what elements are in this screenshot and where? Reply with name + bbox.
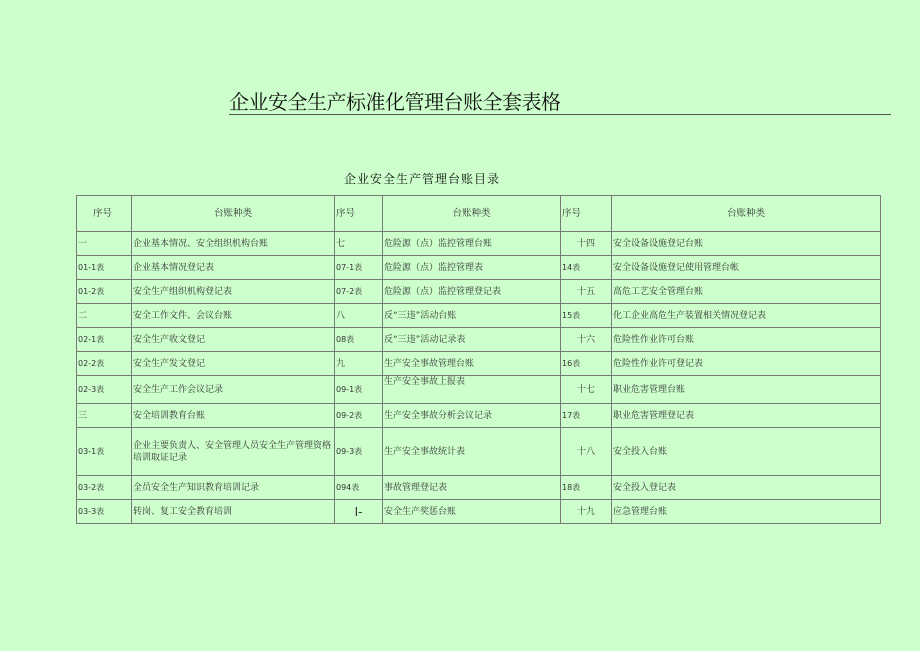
table-cell: 转岗、复工安全教育培训 [132, 500, 335, 524]
table-cell: 危险源（点）监控管理登记表 [383, 280, 561, 304]
table-cell: 安全生产发文登记 [132, 352, 335, 376]
table-cell: 全员安全生产知识教育培训记录 [132, 476, 335, 500]
table-cell: 094表 [335, 476, 383, 500]
title-underline [229, 114, 891, 115]
table-cell: 危险性作业许可台账 [612, 328, 881, 352]
column-header: 序号 [77, 196, 132, 232]
table-cell: 03-1表 [77, 428, 132, 476]
table-cell: 安全生产工作会议记录 [132, 376, 335, 404]
table-row [77, 500, 881, 524]
table-cell: 03-3表 [77, 500, 132, 524]
table-cell: 企业基本情况、安全组织机构台账 [132, 232, 335, 256]
table-row [77, 328, 881, 352]
table-cell: 事故管理登记表 [383, 476, 561, 500]
column-header: 台账种类 [612, 196, 881, 232]
page-title: 企业安全生产标准化管理台账全套表格 [229, 90, 561, 114]
table-cell: 08表 [335, 328, 383, 352]
table-row [77, 404, 881, 428]
table-row [77, 232, 881, 256]
table-cell: 安全生产收文登记 [132, 328, 335, 352]
table-row [77, 352, 881, 376]
table-cell: 安全投入登记表 [612, 476, 881, 500]
table-cell: 反“三违”活动台账 [383, 304, 561, 328]
table-row [77, 428, 881, 476]
table-row [77, 256, 881, 280]
table-cell: 反“三违”活动记录表 [383, 328, 561, 352]
table-row [77, 280, 881, 304]
table-cell: 01-2表 [77, 280, 132, 304]
table-cell: 危险性作业许可登记表 [612, 352, 881, 376]
table-cell: 安全设备设施登记使用管理台帐 [612, 256, 881, 280]
table-cell: 02-1表 [77, 328, 132, 352]
table-cell: 危险源（点）监控管理台账 [383, 232, 561, 256]
table-cell: 九 [335, 352, 383, 376]
table-cell: 七 [335, 232, 383, 256]
table-cell: 安全生产奖惩台账 [383, 500, 561, 524]
table-cell: 生产安全事故统计表 [383, 428, 561, 476]
table-cell: 八 [335, 304, 383, 328]
table-cell: 十七 [561, 376, 612, 404]
table-cell: 应急管理台账 [612, 500, 881, 524]
table-cell: 07-2表 [335, 280, 383, 304]
table-cell: 职业危害管理台账 [612, 376, 881, 404]
table-cell: 02-3表 [77, 376, 132, 404]
table-cell: 07-1表 [335, 256, 383, 280]
column-header: 序号 [335, 196, 383, 232]
table-cell: 高危工艺安全管理台账 [612, 280, 881, 304]
column-header: 台账种类 [132, 196, 335, 232]
table-cell: 03-2表 [77, 476, 132, 500]
table-cell: 17表 [561, 404, 612, 428]
table-cell: 二 [77, 304, 132, 328]
table-cell: 09-1表 [335, 376, 383, 404]
table-cell: 09-2表 [335, 404, 383, 428]
table-cell: 化工企业高危生产装置相关情况登记表 [612, 304, 881, 328]
table-cell: 生产安全事故上报表 [383, 376, 561, 404]
table-cell: 三 [77, 404, 132, 428]
table-cell: 十四 [561, 232, 612, 256]
table-cell: 企业主要负责人、安全管理人员安全生产管理资格培训取证记录 [132, 428, 335, 476]
table-cell: 安全投入台账 [612, 428, 881, 476]
table-cell: 01-1表 [77, 256, 132, 280]
table-cell: 安全工作文件、会议台账 [132, 304, 335, 328]
table-cell: 18表 [561, 476, 612, 500]
table-cell: 生产安全事故分析会议记录 [383, 404, 561, 428]
table-row [77, 376, 881, 404]
table-cell: 16表 [561, 352, 612, 376]
table-row [77, 304, 881, 328]
table-cell: 十八 [561, 428, 612, 476]
table-cell: 生产安全事故管理台账 [383, 352, 561, 376]
column-header: 台账种类 [383, 196, 561, 232]
table-cell: 十六 [561, 328, 612, 352]
table-cell: 一 [77, 232, 132, 256]
header-row [77, 196, 881, 232]
table-cell: 十九 [561, 500, 612, 524]
table-cell: 企业基本情况登记表 [132, 256, 335, 280]
table-cell: 02-2表 [77, 352, 132, 376]
table-cell: 十五 [561, 280, 612, 304]
table-cell: I- [335, 500, 383, 524]
table-cell: 15表 [561, 304, 612, 328]
table-row [77, 476, 881, 500]
table-cell: 职业危害管理登记表 [612, 404, 881, 428]
table-cell: 安全生产组织机构登记表 [132, 280, 335, 304]
column-header: 序号 [561, 196, 612, 232]
table-cell: 危险源（点）监控管理表 [383, 256, 561, 280]
table-caption: 企业安全生产管理台账目录 [343, 172, 500, 186]
table-cell: 安全设备设施登记台账 [612, 232, 881, 256]
table-cell: 09-3表 [335, 428, 383, 476]
table-cell: 14表 [561, 256, 612, 280]
ledger-directory-table [76, 195, 881, 524]
table-cell: 安全培训教育台账 [132, 404, 335, 428]
